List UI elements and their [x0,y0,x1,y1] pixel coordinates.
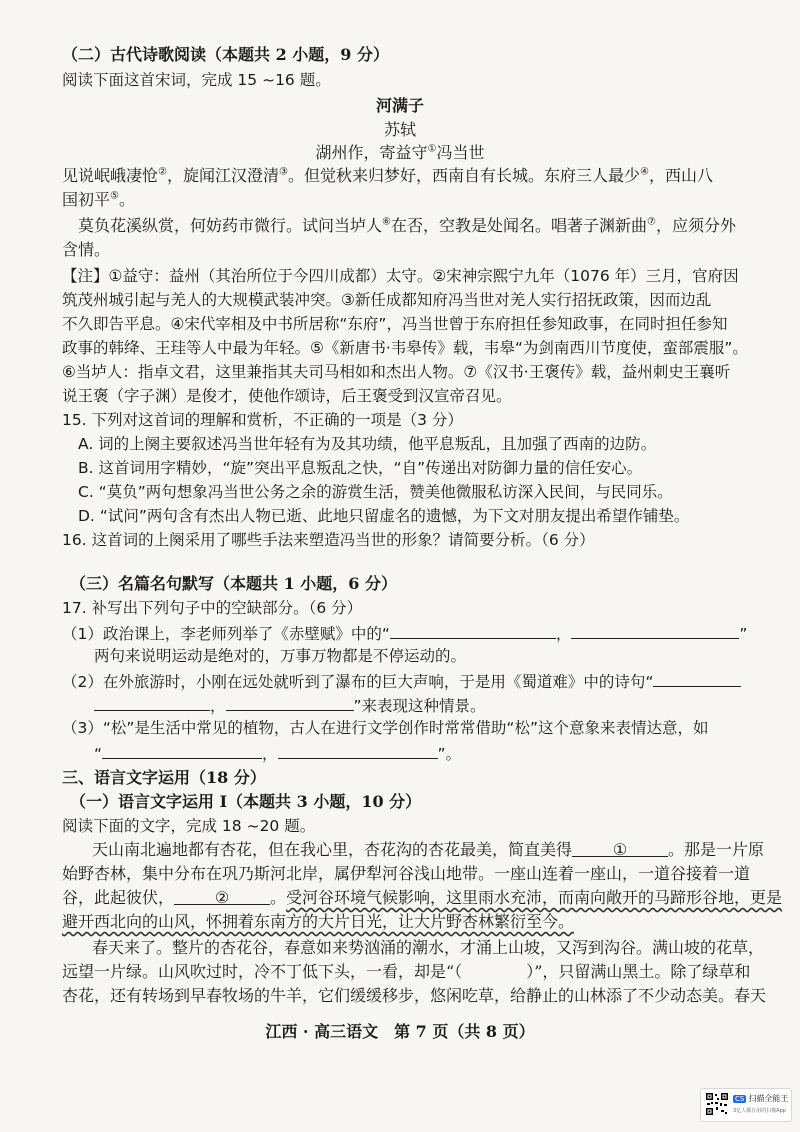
badge-title: CS 扫描全能王 [735,1094,789,1103]
answer-blank[interactable] [390,622,556,639]
poem-author: 苏轼 [383,120,416,139]
passage-line: 始野杏林，集中分布在巩乃斯河北岸，属伊犁河谷浅山地带。一座山连着一座山，一道谷接着一道 [62,864,751,883]
answer-blank[interactable] [94,694,210,711]
fill-item-1: （1）政治课上，李老师列举了《赤壁赋》中的“ ， ” [62,622,747,644]
poem-line: 含情。 [62,240,111,259]
poem-line: 莫负花溪纵赏，何妨药市微行。试问当垆人⑥在否，空教是处闻名。唱著子渊新曲⑦，应须分外 [78,216,736,235]
fill-item-3-cont: “ ， ”。 [94,742,461,764]
passage-line [62,912,574,932]
passage-line: 天山南北遍地都有杏花，但在我心里，杏花沟的杏花最美，简直美得 ① 。那是一片原 [92,840,765,859]
note-marker: ① [427,143,437,155]
option-d: D. “试问”两句含有杰出人物已逝、此地只留虚名的遗憾，为下文对朋友提出希望作铺垫。 [78,507,690,525]
note-marker: ⑥ [382,216,391,228]
note-marker: ⑤ [110,190,119,202]
fill-item-2: （2）在外旅游时，小刚在远处就听到了瀑布的巨大声响，于是用《蜀道难》中的诗句“ [62,670,741,692]
section-heading: （三）名篇名句默写（本题共 1 小题，6 分） [70,574,397,593]
passage-line: 春天来了。整片的杏花谷，春意如来势汹涌的潮水，才涌上山坡，又泻到沟谷。满山坡的花草， [92,938,765,957]
notes-line: 政事的韩绛、王珪等人中最为年轻。⑤《新唐书·韦皋传》载，韦皋“为剑南西川节度使，蛮部震服”。 [62,339,748,357]
question-stem: 16. 这首词的上阕采用了哪些手法来塑造冯当世的形象？请简要分析。（6 分） [62,531,595,549]
answer-blank[interactable] [571,622,739,639]
note-marker: ③ [279,166,288,178]
wavy-underlined-text: 避开西北向的山风，怀拥着东南方的大片日光，让大片野杏林繁衍至今。 [62,912,575,931]
badge-subtitle: 3亿人都在用的扫描App [733,1108,786,1114]
notes-line: 筑茂州城引起与羌人的大规模武装冲突。③新任成都知府冯当世对羌人实行招抚政策，因而边乱 [62,291,712,309]
part-heading: 三、语言文字运用（18 分） [62,768,266,787]
fill-item-2-cont: ， ”来表现这种情景。 [94,694,486,716]
notes-line: 不久即告平息。④宋代宰相及中书所居称“东府”，冯当世曾于东府担任参知政事，在同时担任参知 [62,315,728,333]
answer-blank-1[interactable]: ① [572,840,668,857]
fill-item-1-cont: 两句来说明运动是绝对的，万事万物都是不停运动的。 [94,647,467,665]
option-b: B. 这首词用字精妙，“旋”突出平息叛乱之快，“自”传递出对防御力量的信任安心。 [78,459,643,477]
answer-blank[interactable] [226,694,354,711]
question-stem: 17. 补写出下列句子中的空缺部分。（6 分） [62,599,363,617]
answer-blank[interactable] [102,742,262,759]
qr-code-icon [705,1092,729,1116]
section-heading: （二）古代诗歌阅读（本题共 2 小题，9 分） [62,45,389,64]
answer-blank[interactable] [653,670,741,687]
page-footer: 江西 · 高三语文 第 7 页（共 8 页） [265,1022,535,1041]
option-a: A. 词的上阕主要叙述冯当世年轻有为及其功绩，他平息叛乱，且加强了西南的边防。 [78,435,657,453]
passage-line: 谷，此起彼伏， ② 。受河谷环境气候影响，这里雨水充沛，而南向敞开的马蹄形谷地，更是 [62,888,783,907]
answer-blank-2[interactable]: ② [174,888,270,905]
fill-item-3: （3）“松”是生活中常见的植物，古人在进行文学创作时常常借助“松”这个意象来表情达意，如 [62,719,709,737]
passage-line: 远望一片绿。山风吹过时，冷不丁低下头，一看，却是“（ ）”，只留满山黑土。除了绿草和 [62,962,751,981]
note-marker: ④ [639,166,649,178]
section-intro: 阅读下面这首宋词，完成 15 ~16 题。 [62,71,331,89]
poem-line: 见说岷峨凄怆②，旋闻江汉澄清③。但觉秋来归梦好，西南自有长城。东府三人最少④，西山八 [62,166,713,185]
question-stem: 15. 下列对这首词的理解和赏析，不正确的一项是（3 分） [62,411,463,429]
notes-line: ⑥当垆人：指卓文君，这里兼指其夫司马相如和杰出人物。⑦《汉书·王褒传》载，益州刺史王襄听 [62,363,731,381]
option-c: C. “莫负”两句想象冯当世公务之余的游赏生活，赞美他微服私访深入民间，与民同乐。 [78,483,673,501]
section-heading: （一）语言文字运用 Ⅰ（本题共 3 小题，10 分） [70,792,422,811]
note-marker: ② [158,166,167,178]
notes-line: 说王褒（字子渊）是俊才，使他作颂诗，后王褒受到汉宣帝召见。 [62,387,512,405]
scanner-watermark-badge [700,1088,792,1122]
note-marker: ⑦ [647,216,656,228]
notes-line: 【注】①益守：益州（其治所位于今四川成都）太守。②宋神宗熙宁九年（1076 年）三月，官府因 [62,267,739,285]
answer-blank[interactable] [278,742,438,759]
poem-line: 国初平⑤。 [62,190,135,209]
poem-subtitle-text: 湖州作，寄益守 [315,143,428,162]
section-intro: 阅读下面的文字，完成 18 ~20 题。 [62,817,316,835]
poem-subtitle [0,143,800,163]
cs-logo-icon: CS [735,1095,745,1103]
poem-subtitle-name: 冯当世 [436,143,485,162]
poem-title: 河满子 [375,96,424,115]
passage-line: 杏花，还有转场到早春牧场的牛羊，它们缓缓移步，悠闲吃草，给静止的山林添了不少动态美。春天 [62,986,767,1005]
wavy-underlined-text: 受河谷环境气候影响，这里雨水充沛，而南向敞开的马蹄形谷地，更是 [286,888,783,907]
